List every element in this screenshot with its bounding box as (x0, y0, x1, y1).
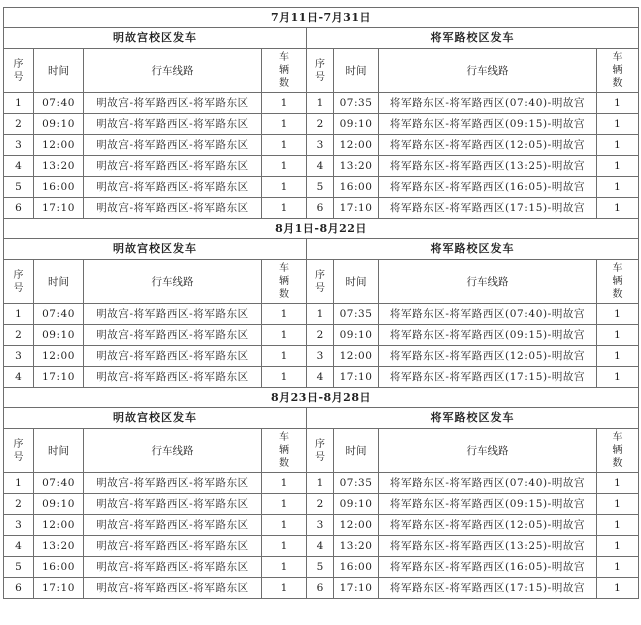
left-seq-cell: 4 (4, 367, 34, 388)
campus-header-row (4, 408, 639, 429)
period-header-row (4, 388, 639, 408)
left-seq-cell: 1 (4, 304, 34, 325)
left-seq-cell: 4 (4, 156, 34, 177)
right-seq-cell: 1 (307, 473, 334, 494)
left-count-cell: 1 (262, 557, 307, 578)
col-header-route: 行车线路 (84, 49, 262, 93)
right-time-cell: 09:10 (334, 325, 379, 346)
left-seq-cell: 3 (4, 346, 34, 367)
right-count-cell: 1 (597, 198, 639, 219)
left-time-cell: 07:40 (34, 304, 84, 325)
right-count-cell: 1 (597, 346, 639, 367)
col-header-route: 行车线路 (379, 260, 597, 304)
col-header-time: 时间 (34, 49, 84, 93)
right-seq-cell: 4 (307, 367, 334, 388)
table-row (4, 156, 639, 177)
left-time-cell: 12:00 (34, 346, 84, 367)
right-count-cell: 1 (597, 367, 639, 388)
right-count-cell: 1 (597, 177, 639, 198)
right-count-cell: 1 (597, 93, 639, 114)
table-row (4, 93, 639, 114)
left-time-cell: 07:40 (34, 473, 84, 494)
right-time-cell: 17:10 (334, 578, 379, 599)
left-seq-cell: 2 (4, 325, 34, 346)
period-header-row (4, 8, 639, 28)
col-header-count: 车 辆 数 (262, 429, 307, 473)
left-seq-cell: 4 (4, 536, 34, 557)
col-header-count: 车 辆 数 (262, 49, 307, 93)
col-header-seq: 序 号 (4, 429, 34, 473)
left-seq-cell: 3 (4, 135, 34, 156)
left-count-cell: 1 (262, 536, 307, 557)
right-route-cell: 将军路东区-将军路西区(07:40)-明故宫 (379, 473, 597, 494)
period-title: 7月11日-7月31日 (4, 8, 639, 28)
left-time-cell: 09:10 (34, 114, 84, 135)
right-count-cell: 1 (597, 473, 639, 494)
left-route-cell: 明故宫-将军路西区-将军路东区 (84, 135, 262, 156)
right-time-cell: 17:10 (334, 367, 379, 388)
col-header-time: 时间 (334, 429, 379, 473)
left-time-cell: 12:00 (34, 135, 84, 156)
right-route-cell: 将军路东区-将军路西区(16:05)-明故宫 (379, 177, 597, 198)
right-time-cell: 13:20 (334, 156, 379, 177)
col-header-route: 行车线路 (84, 260, 262, 304)
right-route-cell: 将军路东区-将军路西区(12:05)-明故宫 (379, 515, 597, 536)
left-time-cell: 17:10 (34, 578, 84, 599)
bus-schedule-document (3, 7, 638, 599)
left-seq-cell: 2 (4, 494, 34, 515)
left-time-cell: 07:40 (34, 93, 84, 114)
left-route-cell: 明故宫-将军路西区-将军路东区 (84, 536, 262, 557)
left-count-cell: 1 (262, 156, 307, 177)
col-header-seq: 序 号 (307, 429, 334, 473)
left-seq-cell: 1 (4, 93, 34, 114)
right-time-cell: 13:20 (334, 536, 379, 557)
right-count-cell: 1 (597, 114, 639, 135)
left-seq-cell: 6 (4, 198, 34, 219)
campus-header-row (4, 28, 639, 49)
left-count-cell: 1 (262, 304, 307, 325)
right-seq-cell: 1 (307, 304, 334, 325)
left-route-cell: 明故宫-将军路西区-将军路东区 (84, 93, 262, 114)
col-header-route: 行车线路 (379, 49, 597, 93)
left-campus-title: 明故宫校区发车 (4, 28, 307, 49)
right-route-cell: 将军路东区-将军路西区(07:40)-明故宫 (379, 304, 597, 325)
left-route-cell: 明故宫-将军路西区-将军路东区 (84, 473, 262, 494)
left-count-cell: 1 (262, 578, 307, 599)
table-row (4, 557, 639, 578)
table-row (4, 198, 639, 219)
right-seq-cell: 4 (307, 156, 334, 177)
right-seq-cell: 3 (307, 515, 334, 536)
period-header-row (4, 219, 639, 239)
left-count-cell: 1 (262, 515, 307, 536)
right-seq-cell: 1 (307, 93, 334, 114)
right-time-cell: 12:00 (334, 346, 379, 367)
table-row (4, 536, 639, 557)
left-count-cell: 1 (262, 346, 307, 367)
right-seq-cell: 3 (307, 135, 334, 156)
left-seq-cell: 6 (4, 578, 34, 599)
col-header-seq: 序 号 (307, 260, 334, 304)
right-seq-cell: 5 (307, 177, 334, 198)
right-route-cell: 将军路东区-将军路西区(13:25)-明故宫 (379, 156, 597, 177)
left-time-cell: 17:10 (34, 198, 84, 219)
right-count-cell: 1 (597, 536, 639, 557)
right-route-cell: 将军路东区-将军路西区(17:15)-明故宫 (379, 578, 597, 599)
right-campus-title: 将军路校区发车 (307, 408, 639, 429)
table-row (4, 494, 639, 515)
left-count-cell: 1 (262, 198, 307, 219)
table-row (4, 367, 639, 388)
right-seq-cell: 6 (307, 578, 334, 599)
period-title: 8月23日-8月28日 (4, 388, 639, 408)
right-seq-cell: 3 (307, 346, 334, 367)
column-header-row (4, 49, 639, 93)
left-count-cell: 1 (262, 135, 307, 156)
table-row (4, 325, 639, 346)
right-count-cell: 1 (597, 578, 639, 599)
period-title: 8月1日-8月22日 (4, 219, 639, 239)
col-header-seq: 序 号 (307, 49, 334, 93)
left-route-cell: 明故宫-将军路西区-将军路东区 (84, 304, 262, 325)
col-header-time: 时间 (34, 429, 84, 473)
col-header-count: 车 辆 数 (262, 260, 307, 304)
right-time-cell: 12:00 (334, 135, 379, 156)
right-count-cell: 1 (597, 557, 639, 578)
left-route-cell: 明故宫-将军路西区-将军路东区 (84, 578, 262, 599)
left-campus-title: 明故宫校区发车 (4, 239, 307, 260)
right-route-cell: 将军路东区-将军路西区(13:25)-明故宫 (379, 536, 597, 557)
right-count-cell: 1 (597, 494, 639, 515)
right-time-cell: 16:00 (334, 557, 379, 578)
right-time-cell: 09:10 (334, 114, 379, 135)
left-seq-cell: 3 (4, 515, 34, 536)
right-campus-title: 将军路校区发车 (307, 28, 639, 49)
col-header-seq: 序 号 (4, 260, 34, 304)
campus-header-row (4, 239, 639, 260)
left-count-cell: 1 (262, 114, 307, 135)
left-time-cell: 16:00 (34, 557, 84, 578)
right-route-cell: 将军路东区-将军路西区(17:15)-明故宫 (379, 198, 597, 219)
column-header-row (4, 260, 639, 304)
left-seq-cell: 5 (4, 177, 34, 198)
right-count-cell: 1 (597, 515, 639, 536)
right-seq-cell: 6 (307, 198, 334, 219)
right-route-cell: 将军路东区-将军路西区(07:40)-明故宫 (379, 93, 597, 114)
column-header-row (4, 429, 639, 473)
right-count-cell: 1 (597, 156, 639, 177)
left-time-cell: 09:10 (34, 325, 84, 346)
left-seq-cell: 1 (4, 473, 34, 494)
right-route-cell: 将军路东区-将军路西区(16:05)-明故宫 (379, 557, 597, 578)
table-row (4, 304, 639, 325)
left-seq-cell: 2 (4, 114, 34, 135)
table-row (4, 135, 639, 156)
right-route-cell: 将军路东区-将军路西区(17:15)-明故宫 (379, 367, 597, 388)
left-time-cell: 13:20 (34, 536, 84, 557)
right-seq-cell: 2 (307, 114, 334, 135)
left-time-cell: 17:10 (34, 367, 84, 388)
right-time-cell: 12:00 (334, 515, 379, 536)
col-header-time: 时间 (34, 260, 84, 304)
right-seq-cell: 2 (307, 494, 334, 515)
left-time-cell: 16:00 (34, 177, 84, 198)
left-time-cell: 09:10 (34, 494, 84, 515)
left-count-cell: 1 (262, 473, 307, 494)
left-time-cell: 13:20 (34, 156, 84, 177)
col-header-route: 行车线路 (84, 429, 262, 473)
right-time-cell: 16:00 (334, 177, 379, 198)
right-campus-title: 将军路校区发车 (307, 239, 639, 260)
left-count-cell: 1 (262, 177, 307, 198)
col-header-count: 车 辆 数 (597, 260, 639, 304)
right-time-cell: 09:10 (334, 494, 379, 515)
left-route-cell: 明故宫-将军路西区-将军路东区 (84, 114, 262, 135)
right-time-cell: 07:35 (334, 304, 379, 325)
left-route-cell: 明故宫-将军路西区-将军路东区 (84, 325, 262, 346)
right-time-cell: 07:35 (334, 93, 379, 114)
right-route-cell: 将军路东区-将军路西区(09:15)-明故宫 (379, 325, 597, 346)
right-route-cell: 将军路东区-将军路西区(09:15)-明故宫 (379, 494, 597, 515)
table-row (4, 114, 639, 135)
left-route-cell: 明故宫-将军路西区-将军路东区 (84, 198, 262, 219)
table-row (4, 177, 639, 198)
right-route-cell: 将军路东区-将军路西区(09:15)-明故宫 (379, 114, 597, 135)
right-time-cell: 17:10 (334, 198, 379, 219)
left-count-cell: 1 (262, 93, 307, 114)
left-campus-title: 明故宫校区发车 (4, 408, 307, 429)
col-header-time: 时间 (334, 49, 379, 93)
col-header-count: 车 辆 数 (597, 49, 639, 93)
table-row (4, 473, 639, 494)
left-count-cell: 1 (262, 494, 307, 515)
left-time-cell: 12:00 (34, 515, 84, 536)
left-route-cell: 明故宫-将军路西区-将军路东区 (84, 367, 262, 388)
left-count-cell: 1 (262, 367, 307, 388)
left-count-cell: 1 (262, 325, 307, 346)
left-route-cell: 明故宫-将军路西区-将军路东区 (84, 557, 262, 578)
col-header-count: 车 辆 数 (597, 429, 639, 473)
table-row (4, 578, 639, 599)
left-seq-cell: 5 (4, 557, 34, 578)
table-row (4, 346, 639, 367)
left-route-cell: 明故宫-将军路西区-将军路东区 (84, 346, 262, 367)
right-seq-cell: 5 (307, 557, 334, 578)
left-route-cell: 明故宫-将军路西区-将军路东区 (84, 177, 262, 198)
table-row (4, 515, 639, 536)
col-header-route: 行车线路 (379, 429, 597, 473)
right-count-cell: 1 (597, 304, 639, 325)
right-count-cell: 1 (597, 135, 639, 156)
right-count-cell: 1 (597, 325, 639, 346)
left-route-cell: 明故宫-将军路西区-将军路东区 (84, 494, 262, 515)
schedule-table-body (4, 8, 639, 599)
col-header-time: 时间 (334, 260, 379, 304)
left-route-cell: 明故宫-将军路西区-将军路东区 (84, 515, 262, 536)
right-time-cell: 07:35 (334, 473, 379, 494)
col-header-seq: 序 号 (4, 49, 34, 93)
right-route-cell: 将军路东区-将军路西区(12:05)-明故宫 (379, 135, 597, 156)
left-route-cell: 明故宫-将军路西区-将军路东区 (84, 156, 262, 177)
schedule-table (3, 7, 639, 599)
right-route-cell: 将军路东区-将军路西区(12:05)-明故宫 (379, 346, 597, 367)
right-seq-cell: 2 (307, 325, 334, 346)
right-seq-cell: 4 (307, 536, 334, 557)
